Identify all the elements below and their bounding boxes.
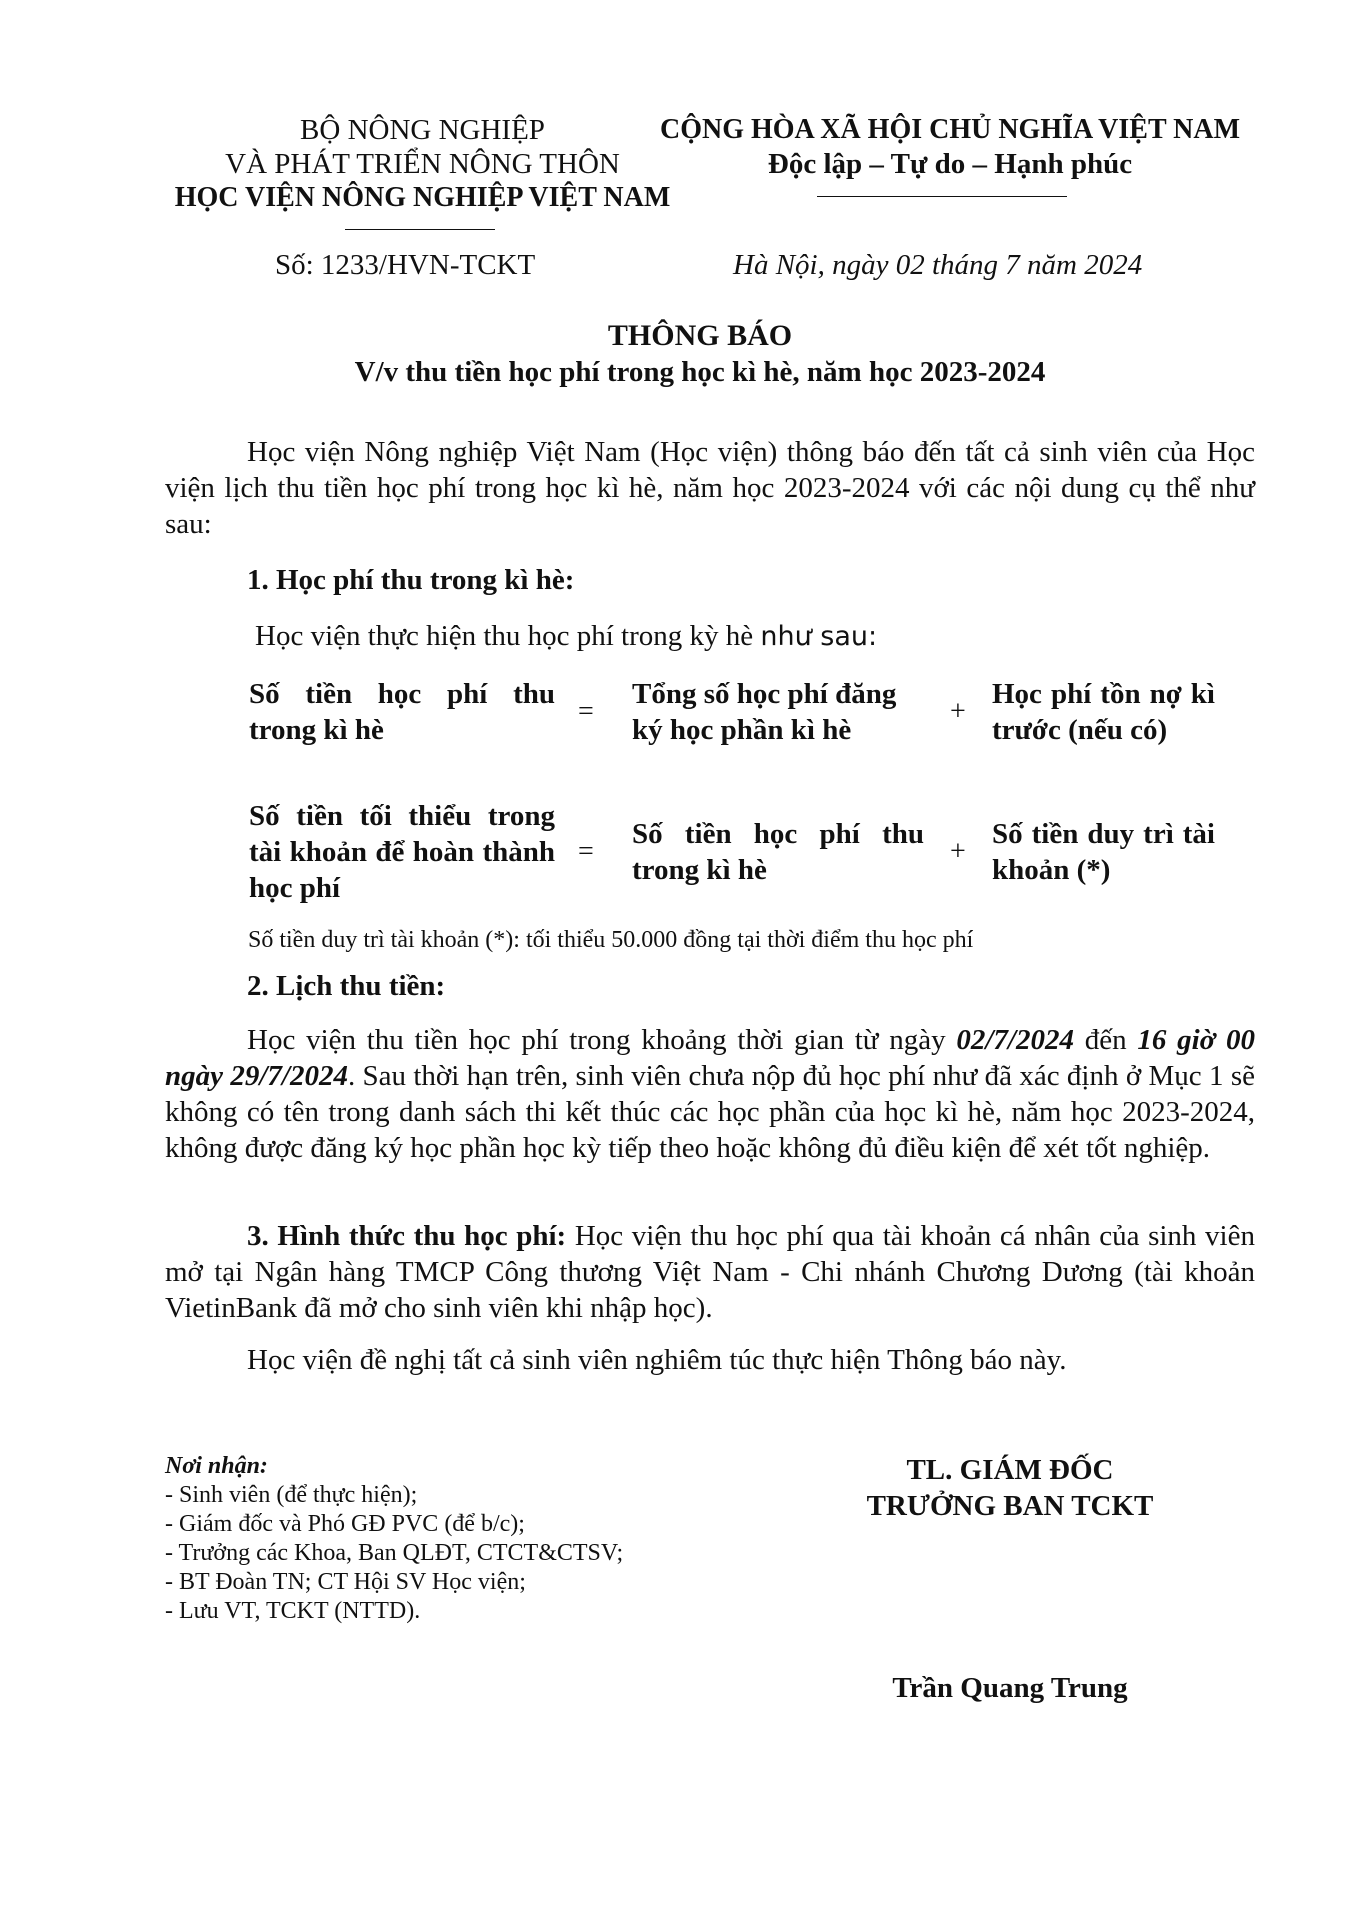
section-1-heading: 1. Học phí thu trong kì hè: [247,564,575,596]
signer-name: Trần Quang Trung [892,1672,1128,1704]
section-1-lead-tail: như sau: [760,621,878,652]
institution-name: HỌC VIỆN NÔNG NGHIỆP VIỆT NAM [174,182,671,213]
collection-end-date: 16 giờ 00 ngày 29/7/2024 [165,1024,1256,1092]
section-1-lead-text: Học viện thực hiện thu học phí trong kỳ hè [255,620,761,652]
section-2-paragraph [165,1022,1255,1166]
closing-paragraph: Học viện đề nghị tất cả sinh viên nghiêm túc thực hiện Thông báo này. [247,1344,1067,1376]
section-2-text-c: . Sau thời hạn trên, sinh viên chưa nộp đủ học phí như đã xác định ở Mục 1 sẽ không có tên trong danh sách thi kết thúc các học phần của học kì hè, năm học 2023-2024, không được đăng ký học phần học kỳ tiếp theo hoặc không đủ điều kiện để xét tốt nghiệp. [165,1060,1255,1164]
section-2-text-a: Học viện thu tiền học phí trong khoảng thời gian từ ngày [247,1024,957,1056]
ministry-line-2: VÀ PHÁT TRIỂN NÔNG THÔN [225,148,620,180]
formula-1-plus: + [950,696,966,727]
section-1-lead [255,618,877,655]
formula-2-middle: Số tiền học phí thu trong kì hè [632,818,924,886]
formula-1-left: Số tiền học phí thu trong kì hè [249,678,555,746]
intro-paragraph: Học viện Nông nghiệp Việt Nam (Học viện) thông báo đến tất cả sinh viên của Học viện lịch thu tiền học phí trong học kì hè, năm học 2023-2024 với các nội dung cụ thể như sau: [165,436,1255,540]
account-maintenance-note: Số tiền duy trì tài khoản (*): tối thiểu 50.000 đồng tại thời điểm thu học phí [248,927,974,953]
section-3-paragraph [165,1218,1255,1326]
recipient-item: - Trưởng các Khoa, Ban QLĐT, CTCT&CTSV; [165,1540,624,1566]
signature-title-2: TRƯỞNG BAN TCKT [866,1490,1154,1522]
signature-title-1: TL. GIÁM ĐỐC [906,1454,1114,1486]
notice-title: THÔNG BÁO [607,319,793,352]
recipient-item: - Sinh viên (để thực hiện); [165,1482,418,1508]
collection-start-date: 02/7/2024 [956,1024,1074,1056]
section-3-heading: 3. Hình thức thu học phí: [247,1220,567,1252]
formula-2-plus: + [950,836,966,867]
place-and-date: Hà Nội, ngày 02 tháng 7 năm 2024 [733,249,1143,281]
notice-subject: V/v thu tiền học phí trong học kì hè, năm học 2023-2024 [354,356,1046,388]
section-3-text: Học viện thu học phí qua tài khoản cá nhân của sinh viên mở tại Ngân hàng TMCP Công thương Việt Nam - Chi nhánh Chương Dương (tài khoản VietinBank đã mở cho sinh viên khi nhập học). [165,1220,1255,1324]
national-motto: Độc lập – Tự do – Hạnh phúc [767,148,1133,180]
formula-2-left: Số tiền tối thiểu trong tài khoản để hoàn thành học phí [249,800,555,904]
formula-1-right: Học phí tồn nợ kì trước (nếu có) [992,678,1215,746]
ministry-line-1: BỘ NÔNG NGHIỆP [300,114,545,146]
recipient-item: - Lưu VT, TCKT (NTTD). [165,1598,421,1624]
recipient-item: - Giám đốc và Phó GĐ PVC (để b/c); [165,1511,525,1537]
header-right-rule [817,196,1067,197]
section-2-text-b: đến [1074,1024,1138,1056]
formula-2-right: Số tiền duy trì tài khoản (*) [992,818,1215,886]
section-2-heading: 2. Lịch thu tiền: [247,970,446,1002]
formula-1-middle: Tổng số học phí đăng ký học phần kì hè [632,678,897,746]
formula-1-equals: = [578,696,594,727]
country-name: CỘNG HÒA XÃ HỘI CHỦ NGHĨA VIỆT NAM [659,114,1241,145]
document-number: Số: 1233/HVN-TCKT [275,249,536,281]
header-left-rule [345,229,495,230]
recipients-label: Nơi nhận: [165,1453,268,1479]
formula-2-equals: = [578,836,594,867]
recipient-item: - BT Đoàn TN; CT Hội SV Học viện; [165,1569,526,1595]
